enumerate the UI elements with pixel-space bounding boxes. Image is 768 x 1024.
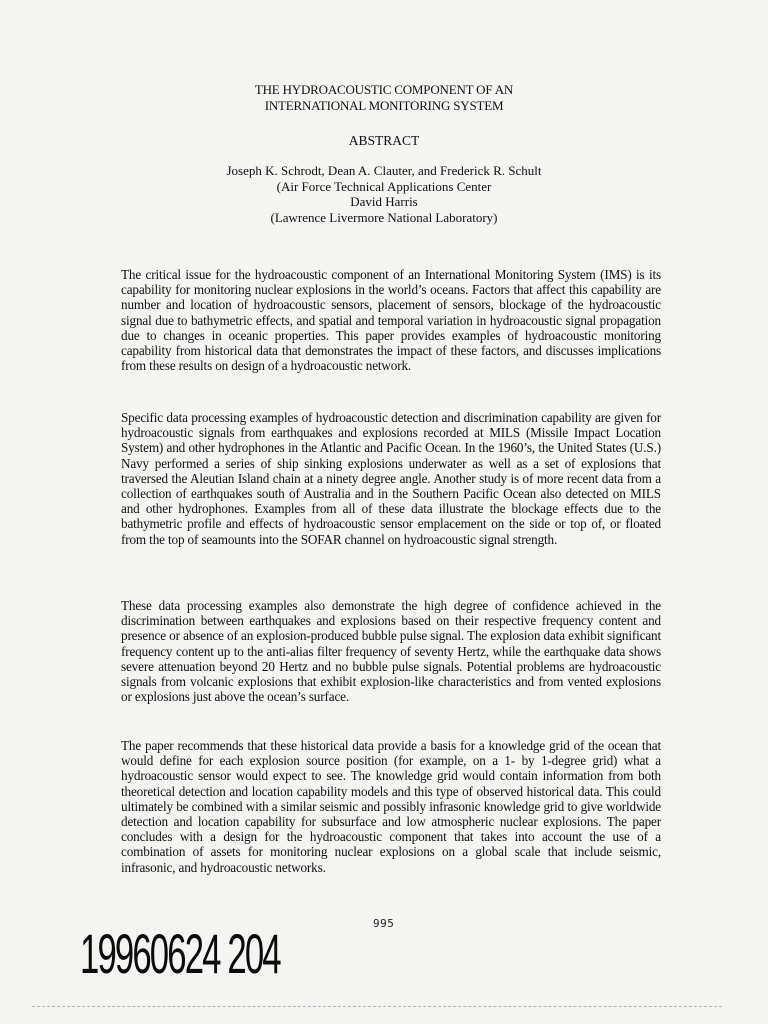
abstract-paragraph-2: Specific data processing examples of hydroacoustic detection and discrimination capability are given for hydroacoustic signals from earthquakes and explosions recorded at MILS (Missile Impact Location System) and other hydrophones in the Atlantic and Pacific Ocean. In the 1960’s, the United States (U.S.) Navy performed a series of ship sinking explosions underwater as well as a set of explosions that traversed the Aleutian Island chain at a ninety degree angle. Another study is of more recent data from a collection of earthquakes south of Australia and in the Southern Pacific Ocean also detected on MILS and other hydrophones. Examples from all of these data illustrate the blockage effects due to the bathymetric profile and effects of hydroacoustic sensor emplacement on the side or top of, or floated from the top of seamounts into the SOFAR channel on hydroacoustic signal strength. — [121, 410, 661, 547]
author-block — [0, 163, 768, 225]
affiliation-aftac: (Air Force Technical Applications Center — [276, 178, 492, 194]
title-line-1: THE HYDROACOUSTIC COMPONENT OF AN — [254, 82, 514, 97]
authors-line: Joseph K. Schrodt, Dean A. Clauter, and Frederick R. Schult — [226, 163, 542, 178]
scan-artifact-line — [32, 1006, 722, 1007]
abstract-paragraph-3: These data processing examples also demonstrate the high degree of confidence achieved in the discrimination between earthquakes and explosions based on their respective frequency content and presence or absence of an explosion-produced bubble pulse signal. The explosion data exhibit significant frequency content up to the anti-alias filter frequency of seventy Hertz, while the earthquake data shows severe attenuation beyond 20 Hertz and no bubble pulse signals. Potential problems are hydroacoustic signals from volcanic explosions that exhibit explosion-like characteristics and from vented explosions or explosions just above the ocean’s surface. — [121, 598, 661, 705]
paper-title — [0, 82, 768, 114]
affiliation-llnl: (Lawrence Livermore National Laboratory) — [270, 209, 498, 225]
title-line-2: INTERNATIONAL MONITORING SYSTEM — [264, 98, 504, 113]
author-harris: David Harris — [350, 194, 418, 209]
accession-number: 19960624 204 — [80, 922, 280, 985]
abstract-paragraph-1: The critical issue for the hydroacoustic component of an International Monitoring System (IMS) is its capability for monitoring nuclear explosions in the world’s oceans. Factors that affect this capability are number and location of hydroacoustic sensors, placement of sensors, blockage of the hydroacoustic signal due to bathymetric effects, and spatial and temporal variation in hydroacoustic signal propagation due to changes in oceanic properties. This paper provides examples of hydroacoustic monitoring capability from historical data that demonstrates the impact of these factors, and discusses implications from these results on design of a hydroacoustic network. — [121, 267, 661, 374]
abstract-heading: ABSTRACT — [348, 133, 420, 148]
page-number: 995 — [373, 917, 395, 930]
abstract-paragraph-4: The paper recommends that these historical data provide a basis for a knowledge grid of the ocean that would define for each explosion source position (for example, on a 1- by 1-degree grid) what a hydroacoustic sensor would expect to see. The knowledge grid would contain information from both theoretical detection and location capability models and this type of observed historical data. This could ultimately be combined with a similar seismic and possibly infrasonic knowledge grid to give worldwide detection and location capability for subsurface and low atmospheric nuclear explosions. The paper concludes with a design for the hydroacoustic component that takes into account the use of a combination of assets for monitoring nuclear explosions on a global scale that include seismic, infrasonic, and hydroacoustic networks. — [121, 738, 661, 875]
